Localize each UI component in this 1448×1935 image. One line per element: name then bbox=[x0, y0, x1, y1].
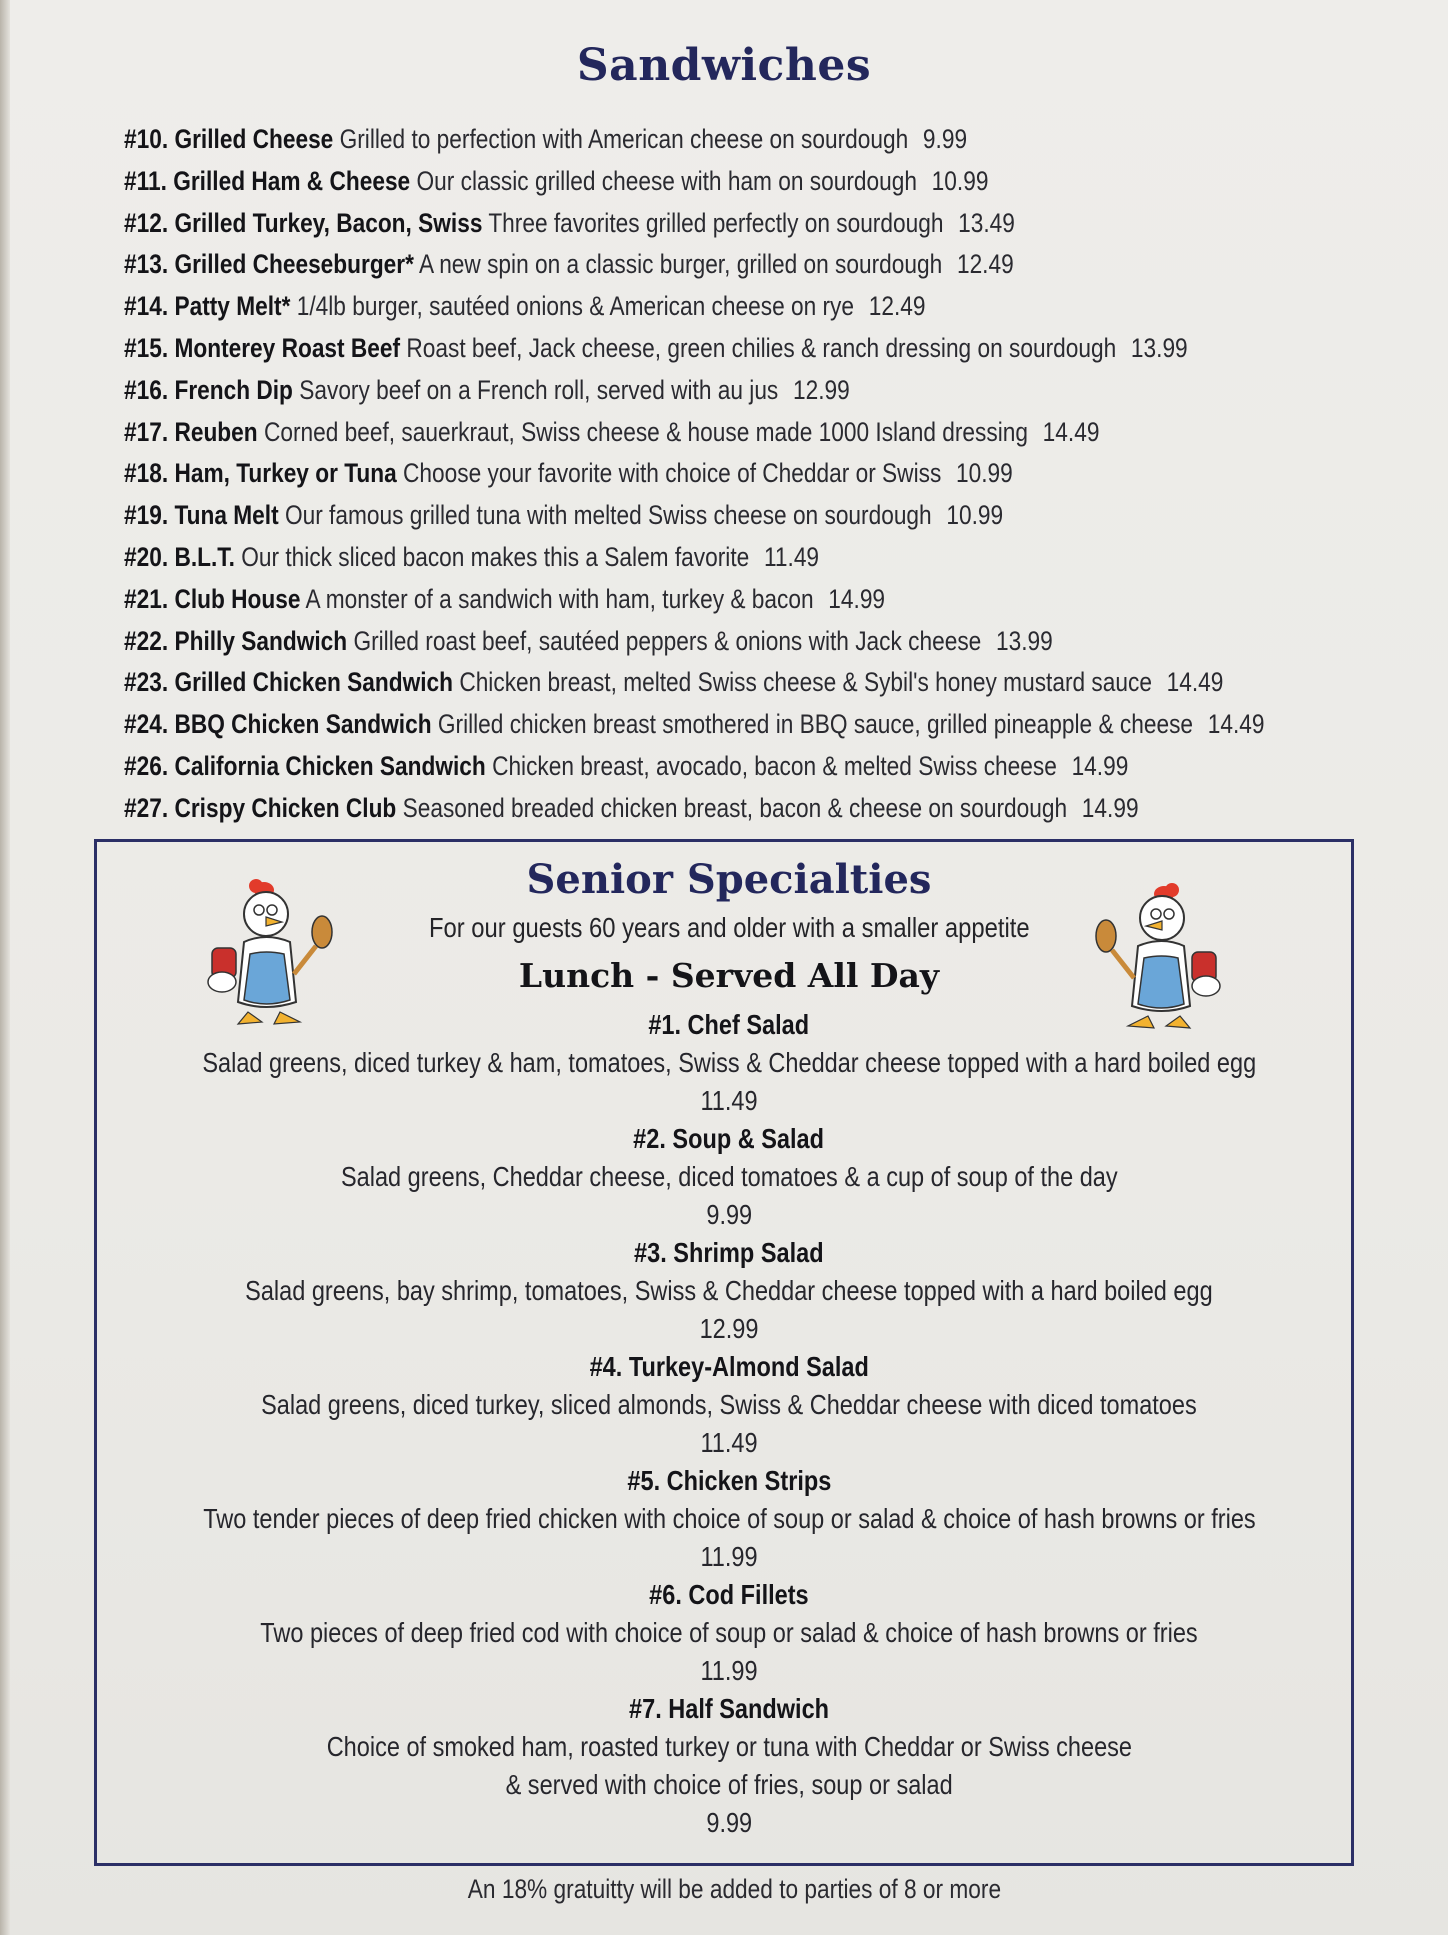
sandwich-number: #16. bbox=[124, 374, 169, 405]
gratuity-note-text: An 18% gratuitty will be added to parties of 8 or more bbox=[467, 1874, 1001, 1904]
sandwich-name: Grilled Turkey, Bacon, Swiss bbox=[174, 207, 483, 238]
sandwich-description: Chicken breast, avocado, bacon & melted Swiss cheese bbox=[492, 750, 1057, 781]
senior-item-description: & served with choice of fries, soup or salad bbox=[505, 1769, 953, 1800]
sandwich-name: Reuben bbox=[174, 416, 258, 447]
sandwich-name: BBQ Chicken Sandwich bbox=[174, 709, 432, 740]
sandwich-item bbox=[124, 286, 1418, 328]
senior-item-price: 11.99 bbox=[700, 1655, 758, 1686]
sandwich-price: 12.49 bbox=[956, 249, 1014, 280]
sandwich-name: Ham, Turkey or Tuna bbox=[174, 458, 397, 489]
senior-item-description: Salad greens, Cheddar cheese, diced tomatoes & a cup of soup of the day bbox=[340, 1161, 1118, 1192]
sandwich-number: #20. bbox=[124, 541, 169, 572]
sandwich-number: #21. bbox=[124, 583, 169, 614]
sandwich-description: Three favorites grilled perfectly on sourdough bbox=[488, 207, 944, 238]
senior-item-description: Two pieces of deep fried cod with choice of soup or salad & choice of hash browns or fries bbox=[260, 1617, 1198, 1648]
sandwich-description: Grilled chicken breast smothered in BBQ sauce, grilled pineapple & cheese bbox=[437, 709, 1194, 740]
sandwich-number: #11. bbox=[124, 165, 167, 196]
sandwich-name: Monterey Roast Beef bbox=[174, 332, 401, 363]
sandwich-item bbox=[124, 579, 1418, 621]
sandwich-price: 14.49 bbox=[1207, 709, 1265, 740]
sandwich-item bbox=[124, 621, 1418, 663]
senior-subtitle-text: For our guests 60 years and older with a smaller appetite bbox=[428, 912, 1030, 943]
senior-item bbox=[100, 1462, 1358, 1576]
senior-item-price: 11.99 bbox=[700, 1541, 758, 1572]
sandwich-price: 10.99 bbox=[956, 458, 1013, 489]
senior-item-name: #5. Chicken Strips bbox=[627, 1465, 831, 1496]
sandwich-item bbox=[124, 244, 1418, 286]
senior-specialties-title: Senior Specialties bbox=[526, 856, 932, 903]
sandwich-name: Grilled Chicken Sandwich bbox=[174, 667, 454, 698]
sandwich-number: #17. bbox=[124, 416, 169, 447]
sandwich-price: 12.99 bbox=[792, 374, 850, 405]
senior-item-name: #6. Cod Fillets bbox=[649, 1579, 809, 1610]
sandwich-name: Tuna Melt bbox=[174, 500, 279, 531]
sandwich-price: 14.99 bbox=[828, 583, 886, 614]
sandwich-description: Roast beef, Jack cheese, green chilies & ranch dressing on sourdough bbox=[406, 332, 1117, 363]
sandwich-item bbox=[124, 328, 1418, 370]
gratuity-note bbox=[0, 1874, 1448, 1905]
senior-item bbox=[100, 1120, 1358, 1234]
senior-item bbox=[100, 1690, 1358, 1842]
sandwich-item bbox=[124, 161, 1418, 203]
sandwich-price: 10.99 bbox=[931, 165, 989, 196]
sandwich-price: 14.49 bbox=[1042, 416, 1100, 447]
sandwich-price: 10.99 bbox=[946, 500, 1004, 531]
sandwich-number: #10. bbox=[124, 124, 169, 154]
senior-item-price: 11.49 bbox=[700, 1085, 758, 1116]
senior-item-description: Salad greens, diced turkey, sliced almonds, Swiss & Cheddar cheese with diced tomatoes bbox=[261, 1389, 1197, 1420]
sandwich-item bbox=[124, 370, 1418, 412]
senior-item-price: 9.99 bbox=[706, 1807, 752, 1838]
sandwich-description: Seasoned breaded chicken breast, bacon & cheese on sourdough bbox=[402, 792, 1068, 823]
sandwich-description: Corned beef, sauerkraut, Swiss cheese & house made 1000 Island dressing bbox=[263, 416, 1028, 447]
sandwich-price: 13.99 bbox=[995, 625, 1053, 656]
senior-item-description: Two tender pieces of deep fried chicken with choice of soup or salad & choice of hash browns or fries bbox=[202, 1503, 1256, 1534]
sandwich-price: 14.99 bbox=[1081, 792, 1139, 823]
sandwich-name: Grilled Cheeseburger* bbox=[174, 249, 414, 280]
sandwich-description: Chicken breast, melted Swiss cheese & Sybil's honey mustard sauce bbox=[459, 667, 1152, 698]
sandwich-item bbox=[124, 746, 1418, 788]
sandwich-name: Patty Melt* bbox=[174, 291, 291, 322]
sandwich-number: #12. bbox=[124, 207, 169, 238]
sandwich-name: Philly Sandwich bbox=[174, 625, 348, 656]
sandwich-item bbox=[124, 495, 1418, 537]
sandwich-price: 14.99 bbox=[1071, 750, 1129, 781]
sandwich-name: Crispy Chicken Club bbox=[174, 792, 397, 823]
sandwich-price: 9.99 bbox=[922, 124, 968, 154]
senior-item-price: 9.99 bbox=[706, 1199, 752, 1230]
senior-item-list bbox=[100, 1006, 1358, 1842]
sandwich-description: Our classic grilled cheese with ham on sourdough bbox=[416, 165, 917, 196]
senior-item-name: #4. Turkey-Almond Salad bbox=[589, 1351, 869, 1382]
sandwich-number: #24. bbox=[124, 709, 169, 740]
sandwich-description: 1/4lb burger, sautéed onions & American cheese on rye bbox=[296, 291, 855, 322]
sandwich-item bbox=[124, 662, 1418, 704]
sandwich-description: Grilled to perfection with American cheese on sourdough bbox=[339, 124, 909, 154]
sandwich-item bbox=[124, 119, 1418, 161]
senior-item bbox=[100, 1348, 1358, 1462]
sandwich-number: #15. bbox=[124, 332, 169, 363]
sandwich-name: Club House bbox=[174, 583, 301, 614]
sandwich-price: 12.49 bbox=[868, 291, 926, 322]
senior-item-description: Choice of smoked ham, roasted turkey or tuna with Cheddar or Swiss cheese bbox=[326, 1731, 1132, 1762]
sandwich-item bbox=[124, 203, 1418, 245]
sandwich-list bbox=[124, 119, 1424, 830]
sandwich-description: Our thick sliced bacon makes this a Salem favorite bbox=[241, 541, 750, 572]
sandwich-item bbox=[124, 704, 1418, 746]
sandwich-description: A new spin on a classic burger, grilled on sourdough bbox=[419, 249, 943, 280]
sandwich-item bbox=[124, 537, 1418, 579]
sandwich-description: A monster of a sandwich with ham, turkey & bacon bbox=[305, 583, 814, 614]
senior-item-price: 11.49 bbox=[700, 1427, 758, 1458]
senior-item bbox=[100, 1234, 1358, 1348]
sandwich-description: Savory beef on a French roll, served with au jus bbox=[299, 374, 779, 405]
senior-item bbox=[100, 1006, 1358, 1120]
sandwich-number: #18. bbox=[124, 458, 169, 489]
sandwich-item bbox=[124, 788, 1418, 830]
sandwich-name: California Chicken Sandwich bbox=[174, 750, 486, 781]
sandwich-number: #14. bbox=[124, 291, 169, 322]
senior-item-price: 12.99 bbox=[699, 1313, 759, 1344]
sandwich-number: #22. bbox=[124, 625, 169, 656]
sandwich-description: Our famous grilled tuna with melted Swiss cheese on sourdough bbox=[284, 500, 932, 531]
lunch-served-all-day-title: Lunch - Served All Day bbox=[518, 956, 940, 995]
sandwich-description: Grilled roast beef, sautéed peppers & onions with Jack cheese bbox=[353, 625, 982, 656]
sandwiches-title: Sandwiches bbox=[576, 40, 872, 91]
sandwich-name: Grilled Cheese bbox=[174, 124, 334, 154]
sandwich-item bbox=[124, 412, 1418, 454]
senior-item-name: #1. Chef Salad bbox=[648, 1009, 810, 1040]
senior-item-description: Salad greens, diced turkey & ham, tomatoes, Swiss & Cheddar cheese topped with a hard boiled egg bbox=[202, 1047, 1256, 1078]
senior-item-name: #2. Soup & Salad bbox=[633, 1123, 825, 1154]
sandwich-price: 13.99 bbox=[1130, 332, 1188, 363]
senior-subtitle bbox=[0, 912, 1448, 944]
sandwich-name: B.L.T. bbox=[174, 541, 235, 572]
sandwich-price: 14.49 bbox=[1166, 667, 1224, 698]
sandwich-price: 13.49 bbox=[958, 207, 1015, 238]
senior-item-name: #3. Shrimp Salad bbox=[634, 1237, 824, 1268]
sandwich-name: French Dip bbox=[174, 374, 293, 405]
sandwich-number: #13. bbox=[124, 249, 169, 280]
senior-item-description: Salad greens, bay shrimp, tomatoes, Swiss & Cheddar cheese topped with a hard boiled egg bbox=[245, 1275, 1213, 1306]
sandwich-price: 11.49 bbox=[763, 541, 820, 572]
sandwich-description: Choose your favorite with choice of Cheddar or Swiss bbox=[403, 458, 942, 489]
sandwich-item bbox=[124, 453, 1418, 495]
senior-item-name: #7. Half Sandwich bbox=[628, 1693, 829, 1724]
sandwich-number: #23. bbox=[124, 667, 169, 698]
senior-item bbox=[100, 1576, 1358, 1690]
sandwich-name: Grilled Ham & Cheese bbox=[173, 165, 411, 196]
sandwich-number: #27. bbox=[124, 792, 169, 823]
sandwich-number: #26. bbox=[124, 750, 169, 781]
sandwich-number: #19. bbox=[124, 500, 169, 531]
